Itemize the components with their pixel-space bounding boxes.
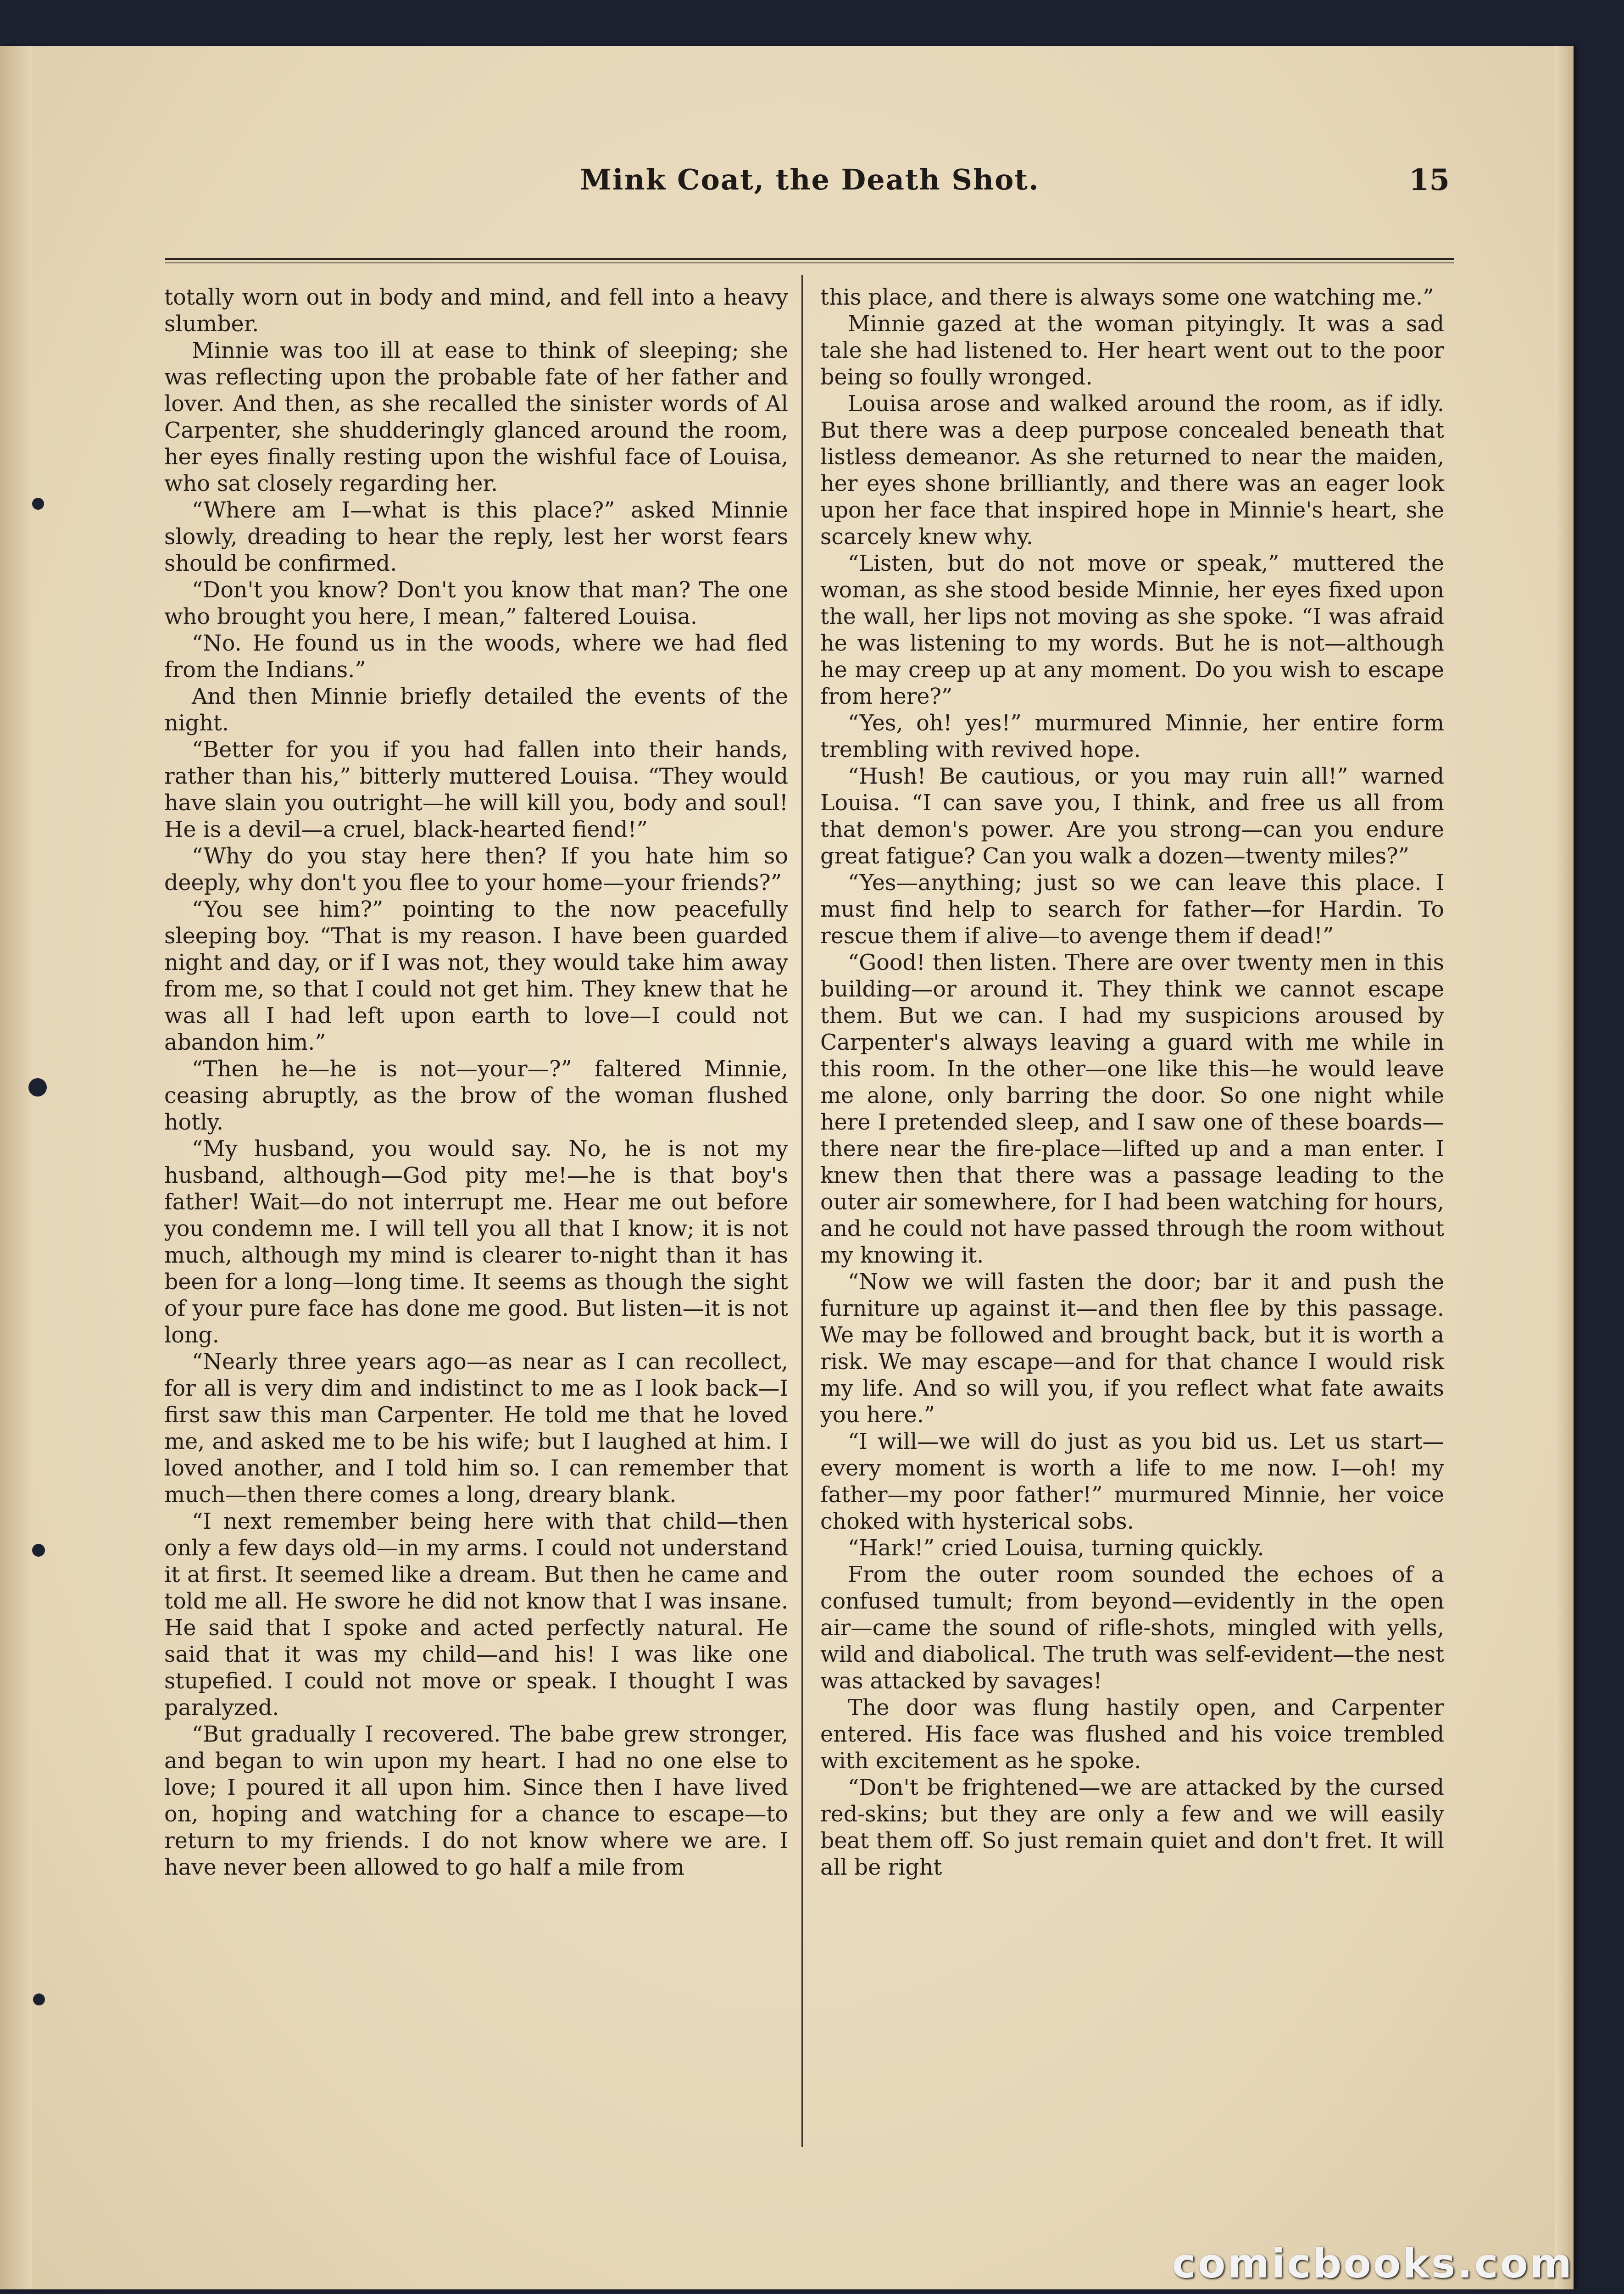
paragraph: “I will—we will do just as you bid us. Let us start—every moment is worth a life to me now. I—oh! my father—my poor father!” murmured Minnie, her voice choked with hysterical sobs.	[820, 1429, 1444, 1534]
paragraph: “Yes—anything; just so we can leave this place. I must find help to search for father—for Hardin. To rescue them if alive—to avenge them if dead!”	[820, 870, 1444, 949]
paragraph: this place, and there is always some one watching me.”	[820, 285, 1434, 310]
paragraph: “I next remember being here with that child—then only a few days old—in my arms. I could not understand it at first. It seemed like a dream. But then he came and told me all. He swore he did not know that I was insane. He said that I spoke and acted perfectly natural. He said that it was my child—and his! I was like one stupefied. I could not move or speak. I thought I was paralyzed.	[164, 1509, 788, 1720]
paragraph: “Now we will fasten the door; bar it and push the furniture up against it—and then flee by this passage. We may be followed and brought back, but it is worth a risk. We may escape—and for that chance I would risk my life. And so will you, if you reflect what fate awaits you here.”	[820, 1269, 1444, 1428]
paragraph: “Then he—he is not—your—?” faltered Minnie, ceasing abruptly, as the brow of the woman flushed hotly.	[164, 1057, 788, 1135]
paragraph: “Listen, but do not move or speak,” muttered the woman, as she stood beside Minnie, her eyes fixed upon the wall, her lips not moving as she spoke. “I was afraid he was listening to my words. But he is not—although he may creep up at any moment. Do you wish to escape from here?”	[820, 551, 1444, 709]
paragraph: Louisa arose and walked around the room, as if idly. But there was a deep purpose concealed beneath that listless demeanor. As she returned to near the maiden, her eyes shone brilliantly, and there was an eager look upon her face that inspired hope in Minnie's heart, she scarcely knew why.	[820, 391, 1444, 550]
paragraph: “My husband, you would say. No, he is not my husband, although—God pity me!—he is that boy's father! Wait—do not interrupt me. Hear me out before you condemn me. I will tell you all that I know; it is not much, although my mind is clearer to-night than it has been for a long—long time. It seems as though the sight of your pure face has done me good. But listen—it is not long.	[164, 1136, 788, 1348]
paragraph: “Why do you stay here then? If you hate him so deeply, why don't you flee to your home—your friends?”	[164, 844, 788, 896]
page-number: 15	[1408, 163, 1450, 197]
paragraph: “You see him?” pointing to the now peacefully sleeping boy. “That is my reason. I have been guarded night and day, or if I was not, they would take him away from me, so that I could not get him. They knew that he was all I had left upon earth to love—I could not abandon him.”	[164, 897, 788, 1055]
paragraph: “Hush! Be cautious, or you may ruin all!” warned Louisa. “I can save you, I think, and free us all from that demon's power. Are you strong—can you endure great fatigue? Can you walk a dozen—twenty miles?”	[820, 764, 1444, 869]
paragraph: Minnie gazed at the woman pityingly. It was a sad tale she had listened to. Her heart went out to the poor being so foully wronged.	[820, 312, 1444, 390]
left-text-column	[164, 284, 788, 1881]
page-left-shadow	[0, 46, 32, 2289]
paragraph: “No. He found us in the woods, where we had fled from the Indians.”	[164, 631, 788, 683]
paragraph: “Yes, oh! yes!” murmured Minnie, her entire form trembling with revived hope.	[820, 711, 1444, 763]
paragraph: And then Minnie briefly detailed the events of the night.	[164, 684, 788, 736]
paragraph: “Nearly three years ago—as near as I can recollect, for all is very dim and indistinct to me as I look back—I first saw this man Carpenter. He told me that he loved me, and asked me to be his wife; but I laughed at him. I loved another, and I told him so. I can remember that much—then there comes a long, dreary blank.	[164, 1349, 788, 1508]
paragraph: From the outer room sounded the echoes of a confused tumult; from beyond—evidently in the open air—came the sound of rifle-shots, mingled with yells, wild and diabolical. The truth was self-evident—the nest was attacked by savages!	[820, 1562, 1444, 1694]
header-rule-thin	[165, 262, 1454, 263]
paragraph: “Better for you if you had fallen into their hands, rather than his,” bitterly muttered Louisa. “They would have slain you outright—he will kill you, body and soul! He is a devil—a cruel, black-hearted fiend!”	[164, 737, 788, 842]
paragraph: “Good! then listen. There are over twenty men in this building—or around it. They think we cannot escape them. But we can. I had my suspicions aroused by Carpenter's always leaving a guard with me while in this room. In the other—one like this—he would leave me alone, only barring the door. So one night while here I pretended sleep, and I saw one of these boards—there near the fire-place—lifted up and a man enter. I knew then that there was a passage leading to the outer air somewhere, for I had been watching for hours, and he could not have passed through the room without my knowing it.	[820, 950, 1444, 1268]
page-right-edge	[1555, 46, 1574, 2289]
running-title: Mink Coat, the Death Shot.	[580, 163, 1040, 196]
paragraph: “But gradually I recovered. The babe grew stronger, and began to win upon my heart. I had no one else to love; I poured it all upon him. Since then I have lived on, hoping and watching for a chance to escape—to return to my friends. I do not know where we are. I have never been allowed to go half a mile from	[164, 1722, 788, 1880]
binding-hole	[33, 1993, 45, 2005]
paragraph: “Where am I—what is this place?” asked Minnie slowly, dreading to hear the reply, lest her worst fears should be confirmed.	[164, 498, 788, 576]
page-header	[170, 163, 1450, 209]
paragraph: Minnie was too ill at ease to think of sleeping; she was reflecting upon the probable fate of her father and lover. And then, as she recalled the sinister words of Al Carpenter, she shudderingly glanced around the room, her eyes finally resting upon the wishful face of Louisa, who sat closely regarding her.	[164, 338, 788, 496]
binding-hole	[32, 1544, 45, 1557]
watermark-text: comicbooks.com	[1172, 2240, 1574, 2287]
paragraph: totally worn out in body and mind, and fell into a heavy slumber.	[164, 285, 788, 337]
paragraph: “Hark!” cried Louisa, turning quickly.	[848, 1536, 1264, 1561]
paragraph: “Don't you know? Don't you know that man? The one who brought you here, I mean,” faltered Louisa.	[164, 578, 788, 629]
paragraph: “Don't be frightened—we are attacked by the cursed red-skins; but they are only a few and we will easily beat them off. So just remain quiet and don't fret. It will all be right	[820, 1775, 1444, 1880]
binding-hole	[28, 1078, 47, 1097]
binding-hole	[32, 498, 44, 510]
header-rule	[165, 258, 1454, 260]
column-divider	[801, 275, 803, 2147]
right-text-column	[820, 284, 1444, 1881]
paragraph: The door was flung hastily open, and Carpenter entered. His face was flushed and his voice trembled with excitement as he spoke.	[820, 1695, 1444, 1774]
